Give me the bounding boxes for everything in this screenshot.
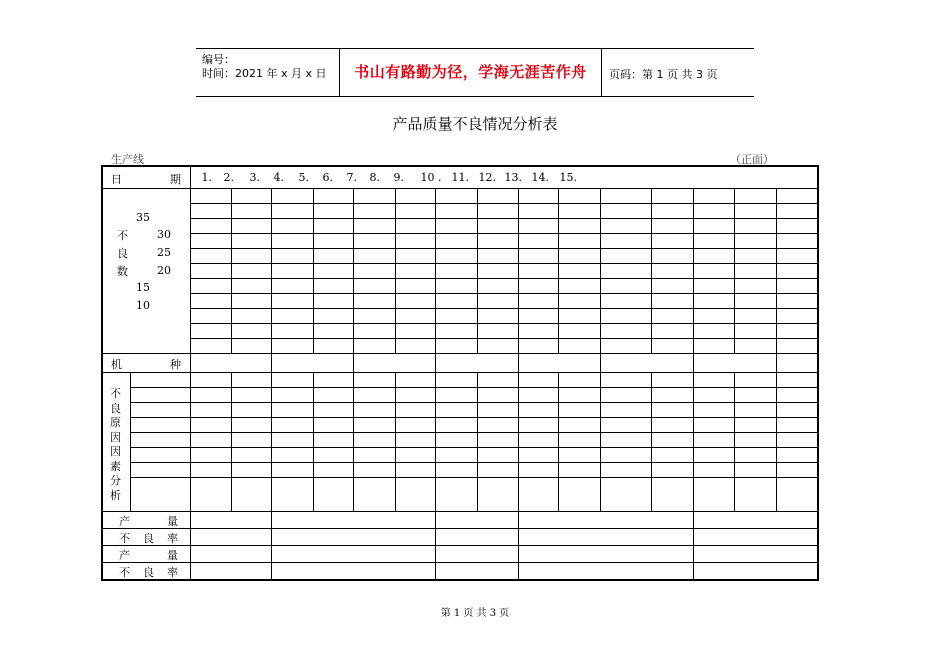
- chart-grid-row: [102, 324, 818, 339]
- defect-rate-row: [102, 529, 818, 546]
- y-tick-30: 30: [157, 228, 171, 241]
- chart-grid-row: [102, 294, 818, 309]
- defect-rate-label-cell: [102, 563, 191, 581]
- cause-row: [102, 388, 818, 403]
- header-motto: 书山有路勤为径，学海无涯苦作舟: [354, 63, 587, 81]
- machine-label-right: 种: [170, 358, 181, 371]
- defect-rate-label-left: 不: [119, 566, 130, 579]
- date-15: 15.: [559, 171, 577, 184]
- cause-label: 不良原因因素分析: [110, 387, 121, 502]
- defect-rate-label-right: 率: [167, 532, 178, 545]
- y-tick-35: 35: [136, 211, 150, 224]
- defect-rate-label-mid: 良: [143, 566, 154, 579]
- y-axis-cell: [102, 189, 191, 354]
- cause-row: [102, 403, 818, 418]
- defect-rate-row: [102, 563, 818, 581]
- cause-row: [102, 478, 818, 512]
- cause-row: [102, 373, 818, 388]
- date-1: 1.: [201, 171, 212, 184]
- cause-row: [102, 448, 818, 463]
- defect-rate-label-cell: [102, 529, 191, 546]
- chart-grid-row: [102, 189, 818, 204]
- date-12: 12.: [478, 171, 496, 184]
- defect-rate-label-right: 率: [167, 566, 178, 579]
- output-label-right: 量: [167, 549, 178, 562]
- date-3: 3.: [249, 171, 260, 184]
- chart-grid-row: [102, 309, 818, 324]
- date-label-left: 日: [111, 173, 122, 186]
- side-label: （正面）: [730, 153, 774, 166]
- output-row: [102, 512, 818, 529]
- chart-grid-row: [102, 264, 818, 279]
- header-bottom-rule: [196, 96, 754, 97]
- page-footer: 第 1 页 共 3 页: [440, 608, 510, 619]
- page-number-label: 页码：第 1 页 共 3 页: [609, 68, 718, 81]
- production-line-label: 生产线: [111, 153, 144, 166]
- date-9: 9.: [393, 171, 404, 184]
- dates-cell: [191, 166, 818, 189]
- page-title: 产品质量不良情况分析表: [392, 115, 558, 133]
- cause-row: [102, 433, 818, 448]
- y-axis-char-3: 数: [117, 265, 128, 278]
- output-label-left: 产: [119, 515, 130, 528]
- chart-grid-row: [102, 234, 818, 249]
- date-4: 4.: [273, 171, 284, 184]
- machine-label-left: 机: [111, 358, 122, 371]
- doc-date-label: 时间：2021 年 x 月 x 日: [202, 67, 327, 80]
- date-6: 6.: [322, 171, 333, 184]
- cause-row: [102, 463, 818, 478]
- date-label-right: 期: [170, 173, 181, 186]
- output-row: [102, 546, 818, 563]
- output-label-cell: [102, 546, 191, 563]
- y-tick-15: 15: [136, 281, 150, 294]
- date-row: [102, 166, 818, 189]
- machine-row: [102, 354, 818, 373]
- chart-grid-row: [102, 204, 818, 219]
- date-2: 2.: [223, 171, 234, 184]
- date-13: 13.: [504, 171, 522, 184]
- doc-number-label: 编号：: [202, 53, 235, 66]
- date-8: 8.: [369, 171, 380, 184]
- chart-grid-row: [102, 219, 818, 234]
- cause-label-cell: [102, 373, 130, 512]
- y-axis-char-1: 不: [117, 229, 128, 242]
- cause-row: [102, 418, 818, 433]
- date-label-cell: [102, 166, 191, 189]
- chart-grid-row: [102, 279, 818, 294]
- defect-analysis-table: [101, 165, 819, 581]
- y-axis-char-2: 良: [117, 247, 128, 260]
- y-tick-20: 20: [157, 264, 171, 277]
- defect-rate-label-mid: 良: [143, 532, 154, 545]
- date-10: 10 .: [420, 171, 442, 184]
- output-label-right: 量: [167, 515, 178, 528]
- date-7: 7.: [346, 171, 357, 184]
- chart-grid-row: [102, 339, 818, 354]
- y-tick-25: 25: [157, 246, 171, 259]
- chart-grid-row: [102, 249, 818, 264]
- date-11: 11.: [451, 171, 469, 184]
- output-label-left: 产: [119, 549, 130, 562]
- output-label-cell: [102, 512, 191, 529]
- machine-label-cell: [102, 354, 191, 373]
- defect-rate-label-left: 不: [119, 532, 130, 545]
- y-tick-10: 10: [136, 299, 150, 312]
- date-14: 14.: [531, 171, 549, 184]
- date-5: 5.: [298, 171, 309, 184]
